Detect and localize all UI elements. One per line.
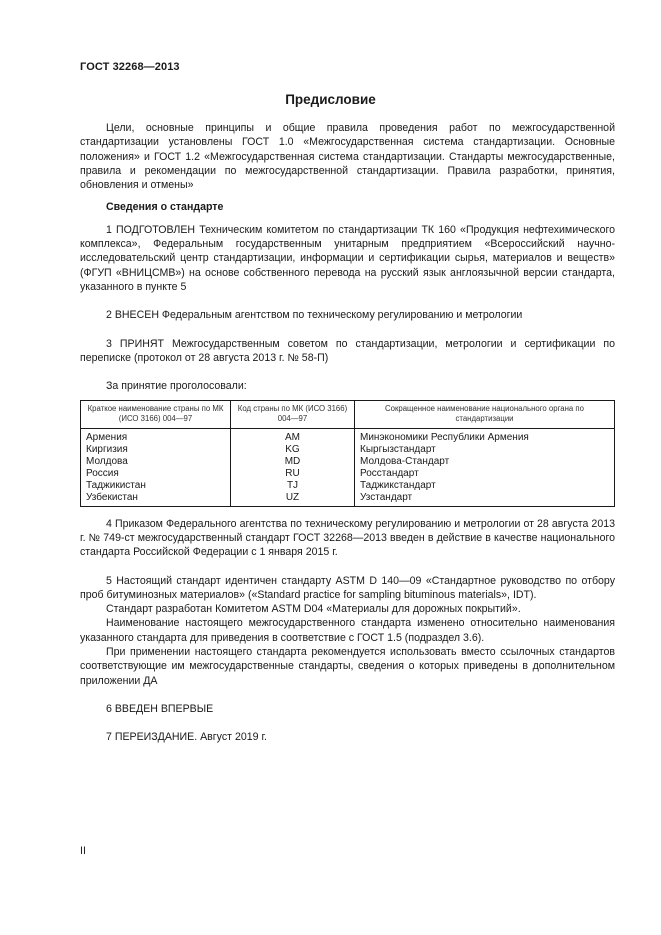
- table-row: [81, 444, 615, 456]
- country-code: RU: [231, 468, 355, 480]
- standard-info-heading: Сведения о стандарте: [106, 201, 224, 214]
- vote-label: За принятие проголосовали:: [106, 380, 247, 393]
- country-name: Таджикистан: [81, 480, 231, 492]
- country-name: Россия: [81, 468, 231, 480]
- table-header-row: [81, 401, 615, 428]
- item-1-prepared: 1 ПОДГОТОВЛЕН Техническим комитетом по стандартизации ТК 160 «Продукция нефтехимического комплекса», Федеральным государственным унитарным предприятием «Всероссийский научно-исследовательский центр стандартизации, информации и сертификации сырья, материалов и веществ» (ФГУП «ВНИЦСМВ») на основе собственного перевода на русский язык англоязычной версии стандарта, указанного в пункте 5: [80, 223, 615, 293]
- country-code: UZ: [231, 492, 355, 507]
- item-5-name-change: Наименование настоящего межгосударственного стандарта изменено относительно наименования указанного стандарта для приведения в соответствие с ГОСТ 1.5 (подраздел 3.6).: [80, 617, 615, 644]
- header-country-code: Код страны по МК (ИСО 3166) 004—97: [231, 401, 355, 428]
- foreword-content: [80, 121, 615, 745]
- country-name: Узбекистан: [81, 492, 231, 507]
- page-number: II: [80, 845, 86, 857]
- national-body: Молдова-Стандарт: [355, 456, 615, 468]
- country-code: AM: [231, 428, 355, 444]
- country-code: TJ: [231, 480, 355, 492]
- header-national-body: Сокращенное наименование национального органа по стандартизации: [355, 401, 615, 428]
- item-3-adopted: 3 ПРИНЯТ Межгосударственным советом по стандартизации, метрологии и сертификации по переписке (протокол от 28 августа 2013 г. № 58-П): [80, 337, 615, 364]
- item-2-introduced: 2 ВНЕСЕН Федеральным агентством по техническому регулированию и метрологии: [106, 309, 523, 322]
- document-code: ГОСТ 32268—2013: [80, 61, 180, 73]
- national-body: Таджикстандарт: [355, 480, 615, 492]
- section-title: Предисловие: [285, 92, 376, 107]
- header-country-name: Краткое наименование страны по МК (ИСО 3166) 004—97: [81, 401, 231, 428]
- table-row: [81, 428, 615, 444]
- country-code: KG: [231, 444, 355, 456]
- item-5-developed-by: Стандарт разработан Комитетом ASTM D04 «Материалы для дорожных покрытий».: [106, 603, 521, 616]
- table-row: [81, 456, 615, 468]
- item-7-reissue: 7 ПЕРЕИЗДАНИЕ. Август 2019 г.: [106, 731, 267, 744]
- national-body: Росстандарт: [355, 468, 615, 480]
- country-name: Армения: [81, 428, 231, 444]
- country-code: MD: [231, 456, 355, 468]
- intro-paragraph: Цели, основные принципы и общие правила проведения работ по межгосударственной стандартизации установлены ГОСТ 1.0 «Межгосударственная система стандартизации. Основные положения» и ГОСТ 1.2 «Межгосударственная система стандартизации. Стандарты межгосударственные, правила и рекомендации по межгосударственной стандартизации. Правила разработки, принятия, обновления и отмены»: [80, 122, 615, 192]
- voting-countries-table: [80, 400, 615, 506]
- table-row: [81, 468, 615, 480]
- table-row: [81, 492, 615, 507]
- item-5-references: При применении настоящего стандарта рекомендуется использовать вместо ссылочных стандартов соответствующие им межгосударственные стандарты, сведения о которых приведены в дополнительном приложении ДА: [80, 646, 615, 687]
- national-body: Кыргызстандарт: [355, 444, 615, 456]
- country-name: Киргизия: [81, 444, 231, 456]
- item-6-first-introduced: 6 ВВЕДЕН ВПЕРВЫЕ: [106, 702, 214, 715]
- item-4-order: 4 Приказом Федерального агентства по техническому регулированию и метрологии от 28 августа 2013 г. № 749-ст межгосударственный стандарт ГОСТ 32268—2013 введен в действие в качестве национального стандарта Российской Федерации с 1 января 2015 г.: [80, 517, 615, 559]
- table-row: [81, 480, 615, 492]
- national-body: Узстандарт: [355, 492, 615, 507]
- item-5-identical: 5 Настоящий стандарт идентичен стандарту ASTM D 140—09 «Стандартное руководство по отбору проб битуминозных материалов» («Standard practice for sampling bituminous materials», IDT).: [80, 574, 615, 601]
- country-name: Молдова: [81, 456, 231, 468]
- national-body: Минэкономики Республики Армения: [355, 428, 615, 444]
